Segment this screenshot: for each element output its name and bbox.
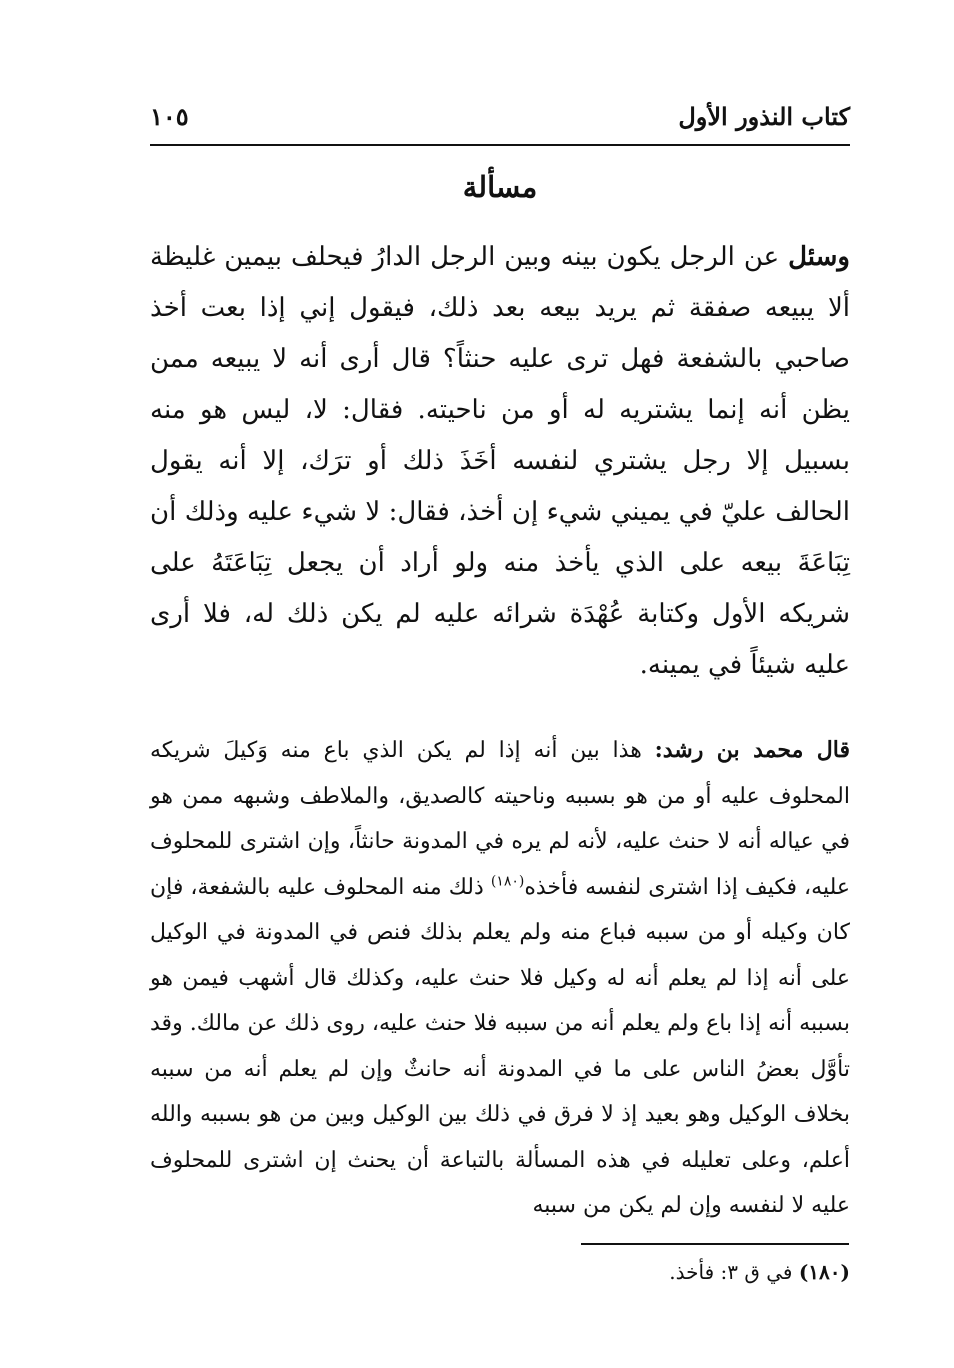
running-title: كتاب النذور الأول — [678, 102, 850, 131]
question-text: عن الرجل يكون بينه وبين الرجل الدارُ فيحلف بيمين غليظة ألا يبيعه صفقة ثم يريد بيعه بعد ذلك، فيقول إني إذا بعت أخذ صاحبي بالشفعة فهل ترى عليه حنثاً؟ قال أرى أنه لا يبيعه ممن يظن أنه إنما يشتريه له أو من ناحيته. فقال: لا، ليس هو منه بسبيل إلا رجل يشتري لنفسه أخَذَ ذلك أو ترَك، إلا أنه يقول الحالف عليّ في يميني شيء إن أخذ، فقال: لا شيء عليه وذلك أن تِبَاعَةَ بيعه على الذي يأخذ منه ولو أراد أن يجعل تِبَاعَتَهُ على شريكه الأول وكتابة عُهْدَة شرائه عليه لم يكن ذلك له، فلا أرى عليه شيئاً في يمينه. — [150, 242, 850, 680]
footnote-number: (١٨٠) — [798, 1260, 850, 1284]
question-paragraph — [150, 232, 850, 691]
commentary-text-2: ذلك منه المحلوف عليه بالشفعة، فإن كان وكيله أو من سببه فباع منه ولم يعلم بذلك فنص في المدونة في الوكيل على أنه إذا لم يعلم أنه له وكيل فلا حنث عليه، وكذلك قال أشهب فيمن هو بسببه أنه إذا باع ولم يعلم أنه من سببه فلا حنث عليه، روى ذلك عن مالك. وقد تأوَّل بعضُ الناس على ما في المدونة أنه حانثٌ وإن لم يعلم أنه من سببه بخلاف الوكيل وهو بعيد إذ لا فرق في ذلك بين الوكيل وبين من هو بسببه والله أعلم، وعلى تعليله في هذه المسألة بالتباعة أن يحنث إن اشترى للمحلوف عليه لا لنفسه وإن لم يكن من سببه — [150, 874, 850, 1218]
page-number: ١٠٥ — [150, 102, 189, 131]
footnote-divider — [581, 1243, 849, 1245]
section-title: مسألة — [462, 170, 538, 204]
footnote-text: في ق ٣: فأخذ. — [669, 1260, 799, 1284]
commentary-paragraph — [150, 728, 850, 1229]
footnote-reference: (١٨٠) — [490, 873, 525, 890]
commentary-text-1: هذا بين أنه إذا لم يكن الذي باع منه وَكيلَ شريكه المحلوف عليه أو من هو بسببه وناحيته كالصديق، والملاطف وشبهه ممن هو في عياله أنه لا حنث عليه، لأنه لم يره في المدونة حانثاً، وإن اشترى للمحلوف عليه، فكيف إذا اشترى لنفسه فأخذه — [150, 738, 850, 900]
footnote — [150, 1260, 850, 1284]
page-header — [150, 100, 850, 146]
commentary-lead: قال محمد بن رشد: — [654, 737, 851, 763]
question-lead: وسئل — [788, 242, 850, 272]
